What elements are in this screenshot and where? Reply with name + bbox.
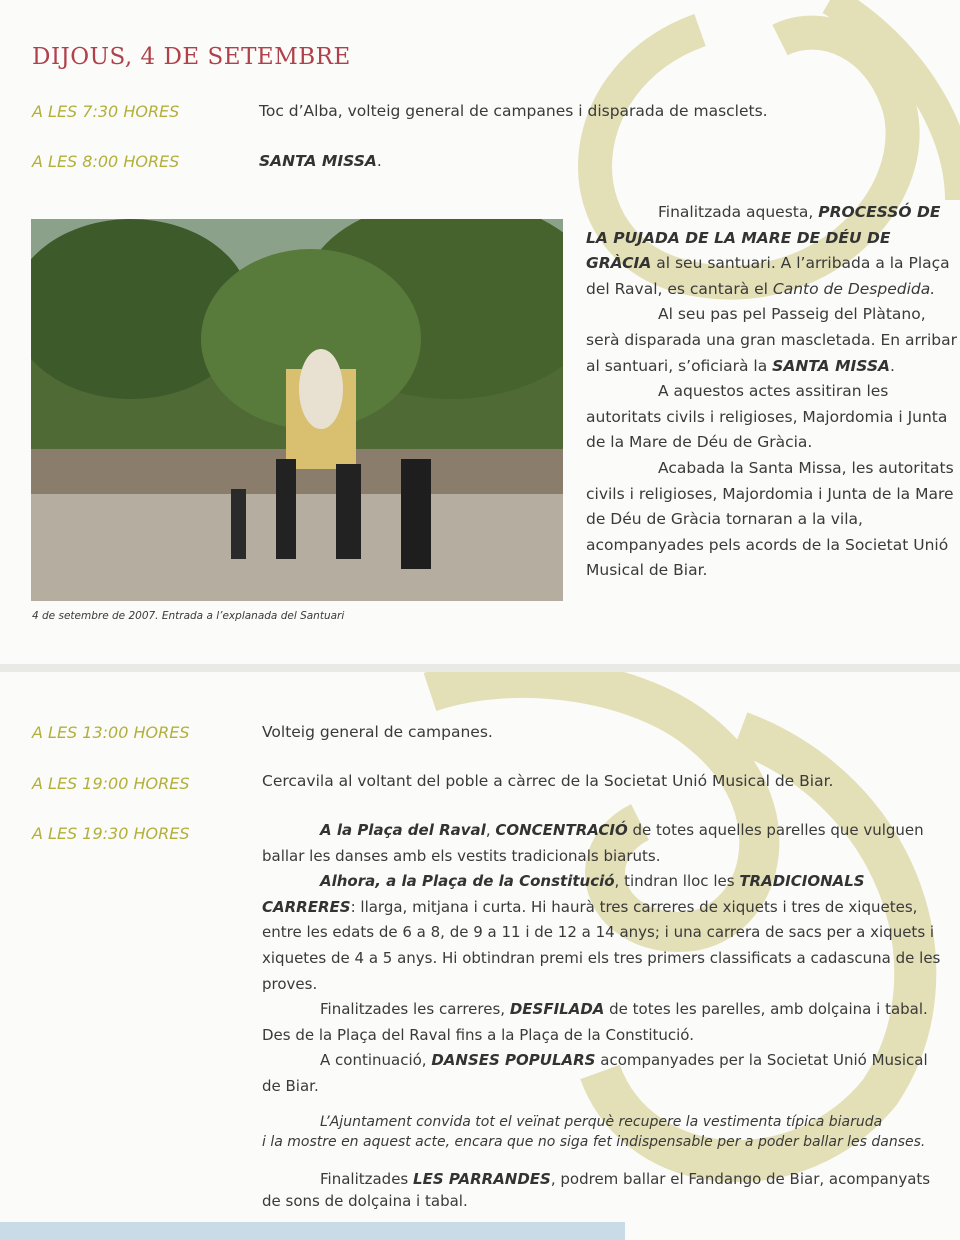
- procession-description: Finalitzada aquesta, PROCESSÓ DE LA PUJADA DE LA MARE DE DÉU DE GRÀCIA al seu santuari. A l’arribada a la Plaça del Raval, es cantarà el Canto de Despedida. Al seu pas pel Passeig del Plàtano, serà disparada una gran mascletada. En arribar al santuari, s’oficiarà la SANTA MISSA. A aquestos actes assitiran les autoritats civils i religioses, Majordomia i Junta de la Mare de Déu de Gràcia. Acabada la Santa Missa, les autoritats civils i religioses, Majordomia i Junta de la Mare de Déu de Gràcia tornaran a la vila, acompanyades pels acords de la Societat Unió Musical de Biar.: [586, 203, 957, 580]
- schedule-text: SANTA MISSA.: [259, 152, 382, 170]
- schedule-time: A LES 7:30 HORES: [32, 102, 180, 121]
- schedule-time: A LES 13:00 HORES: [32, 723, 190, 742]
- note-line: L’Ajuntament convida tot el veïnat perquè recupere la vestimenta típica biaruda: [320, 1113, 883, 1130]
- schedule-text: Cercavila al voltant del poble a càrrec de la Societat Unió Musical de Biar.: [262, 772, 834, 790]
- schedule-time: A LES 19:00 HORES: [32, 774, 190, 793]
- procession-photo: [31, 219, 563, 601]
- photo-caption: 4 de setembre de 2007. Entrada a l’explanada del Santuari: [32, 610, 345, 622]
- schedule-time: A LES 19:30 HORES: [32, 824, 190, 843]
- schedule-text: Volteig general de campanes.: [262, 723, 493, 741]
- page-bottom: [0, 672, 960, 1240]
- next-photo-edge: [0, 1222, 625, 1240]
- schedule-text: Toc d’Alba, volteig general de campanes i disparada de masclets.: [259, 102, 768, 120]
- page-title: DIJOUS, 4 DE SETEMBRE: [32, 44, 351, 70]
- schedule-time: A LES 8:00 HORES: [32, 152, 180, 171]
- event-description: A la Plaça del Raval, CONCENTRACIÓ de totes aquelles parelles que vulguen ballar les danses amb els vestits tradicionals biaruts. Alhora, a la Plaça de la Constitució, tindran lloc les TRADICIONALS CARRERES: llarga, mitjana i curta. Hi haurà tres carreres de xiquets i tres de xiquetes, entre les edats de 6 a 8, de 9 a 11 i de 12 a 14 anys; i una carrera de sacs per a xiquets i xiquetes de 4 a 5 anys. Hi obtindran premi els tres primers classificats a cadascuna de les proves. Finalitzades les carreres, DESFILADA de totes les parelles, amb dolçaina i tabal. Des de la Plaça del Raval fins a la Plaça de la Constitució. A continuació, DANSES POPULARS acompanyades per la Societat Unió Musical de Biar. L’Ajuntament convida tot el veïnat perquè recupere la vestimenta típica biaruda i la mostre en aquest acte, encara que no siga fet indispensable per a poder ballar les danses. Finalitzades LES PARRANDES, podrem ballar el Fandango de Biar, acompanyats de sons de dolçaina i tabal.: [262, 821, 941, 1210]
- note-line: i la mostre en aquest acte, encara que no siga fet indispensable per a poder ballar les danses.: [262, 1133, 926, 1150]
